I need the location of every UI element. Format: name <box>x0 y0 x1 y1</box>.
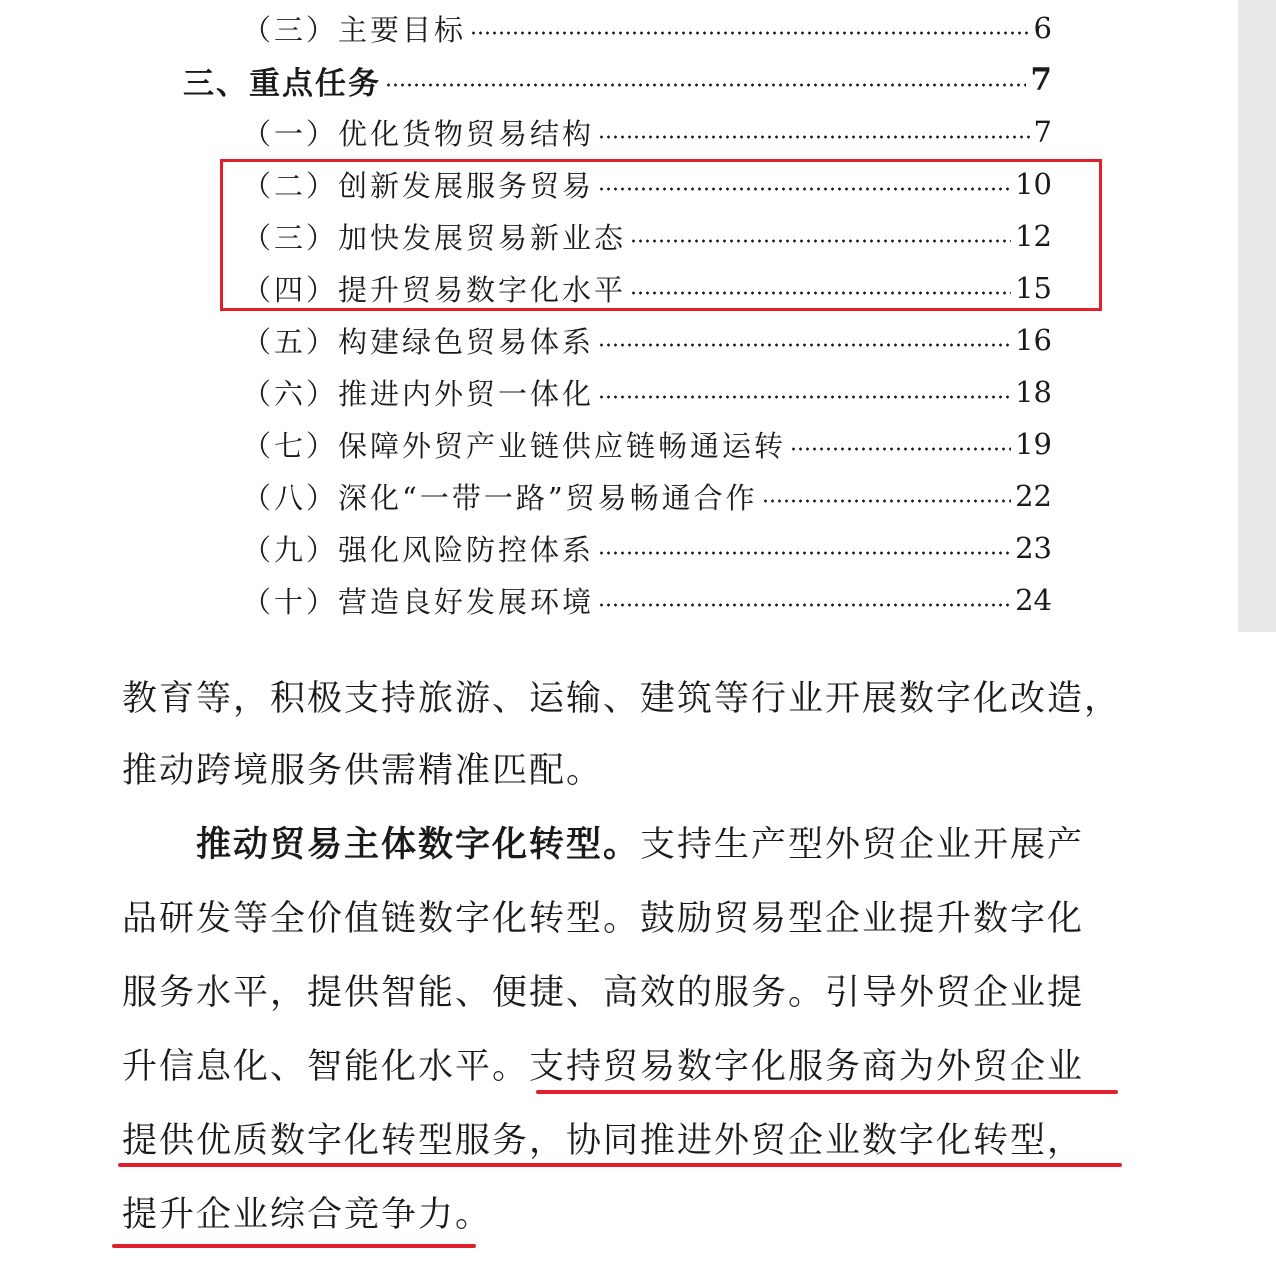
red-underline <box>536 1090 1118 1094</box>
body-line: 服务水平，提供智能、便捷、高效的服务。引导外贸企业提 <box>122 973 1085 1013</box>
toc-entry-page: 10 <box>1015 167 1052 201</box>
toc-entry-page: 12 <box>1015 219 1052 253</box>
toc-entry-section[interactable] <box>183 54 1052 106</box>
toc-entry-title: （九）强化风险防控体系 <box>242 532 595 567</box>
body-text-span: 升信息化、智能化水平。 <box>122 1047 530 1087</box>
toc-leader-dots <box>762 499 1011 503</box>
toc-entry-page: 19 <box>1015 427 1052 461</box>
toc-entry-title: （八）深化“一带一路”贸易畅通合作 <box>242 480 758 515</box>
toc-leader-dots <box>598 603 1011 607</box>
toc-entry[interactable] <box>242 106 1052 158</box>
toc-entry[interactable] <box>242 574 1052 626</box>
toc-entry[interactable] <box>242 366 1052 418</box>
paragraph-heading: 推动贸易主体数字化转型。 <box>196 824 641 865</box>
toc-entry-title: （三）加快发展贸易新业态 <box>242 220 627 255</box>
toc-entry-page: 15 <box>1015 271 1052 305</box>
toc-leader-dots <box>470 31 1030 35</box>
toc-leader-dots <box>598 343 1011 347</box>
toc-entry[interactable] <box>242 314 1052 366</box>
toc-entry[interactable] <box>242 470 1052 522</box>
toc-entry-title: （七）保障外贸产业链供应链畅通运转 <box>242 428 787 463</box>
toc-leader-dots <box>385 83 1026 87</box>
toc-entry[interactable] <box>242 418 1052 470</box>
body-line: 提升企业综合竞争力。 <box>122 1195 493 1235</box>
toc-entry-page: 7 <box>1033 115 1052 149</box>
red-highlight-box <box>220 159 1102 311</box>
body-line: 提供优质数字化转型服务，协同推进外贸企业数字化转型， <box>122 1121 1085 1161</box>
toc-entry-title: 三、重点任务 <box>183 65 381 102</box>
scroll-side-strip <box>1238 0 1276 632</box>
toc-leader-dots <box>598 395 1011 399</box>
body-line: 推动跨境服务供需精准匹配。 <box>122 751 604 791</box>
toc-entry[interactable] <box>242 2 1052 54</box>
toc-entry-title: （十）营造良好发展环境 <box>242 584 595 619</box>
toc-entry-page: 6 <box>1033 11 1052 45</box>
toc-entry-page: 22 <box>1015 479 1052 513</box>
body-line: 教育等，积极支持旅游、运输、建筑等行业开展数字化改造， <box>122 679 1122 719</box>
toc-entry-title: （五）构建绿色贸易体系 <box>242 324 595 359</box>
toc-entry-page: 24 <box>1015 583 1052 617</box>
underlined-text-span: 支持贸易数字化服务商为外贸企业 <box>529 1047 1085 1087</box>
body-line <box>196 808 1084 882</box>
toc-leader-dots <box>790 447 1011 451</box>
toc-entry-title: （一）优化货物贸易结构 <box>242 116 595 151</box>
body-line: 品研发等全价值链数字化转型。鼓励贸易型企业提升数字化 <box>122 899 1085 939</box>
toc-entry-title: （三）主要目标 <box>242 12 467 47</box>
toc-entry-page: 23 <box>1015 531 1052 565</box>
toc-entry-title: （四）提升贸易数字化水平 <box>242 272 627 307</box>
toc-entry-page: 16 <box>1015 323 1052 357</box>
toc-entry[interactable] <box>242 522 1052 574</box>
toc-leader-dots <box>598 135 1030 139</box>
toc-entry-page: 7 <box>1030 62 1052 98</box>
body-text-span: 支持生产型外贸企业开展产 <box>640 825 1085 865</box>
table-of-contents <box>0 0 1238 632</box>
toc-entry-title: （二）创新发展服务贸易 <box>242 168 595 203</box>
toc-entry-page: 18 <box>1015 375 1052 409</box>
toc-leader-dots <box>598 551 1011 555</box>
red-underline <box>118 1163 1122 1167</box>
toc-entry-title: （六）推进内外贸一体化 <box>242 376 595 411</box>
red-underline <box>112 1244 476 1248</box>
